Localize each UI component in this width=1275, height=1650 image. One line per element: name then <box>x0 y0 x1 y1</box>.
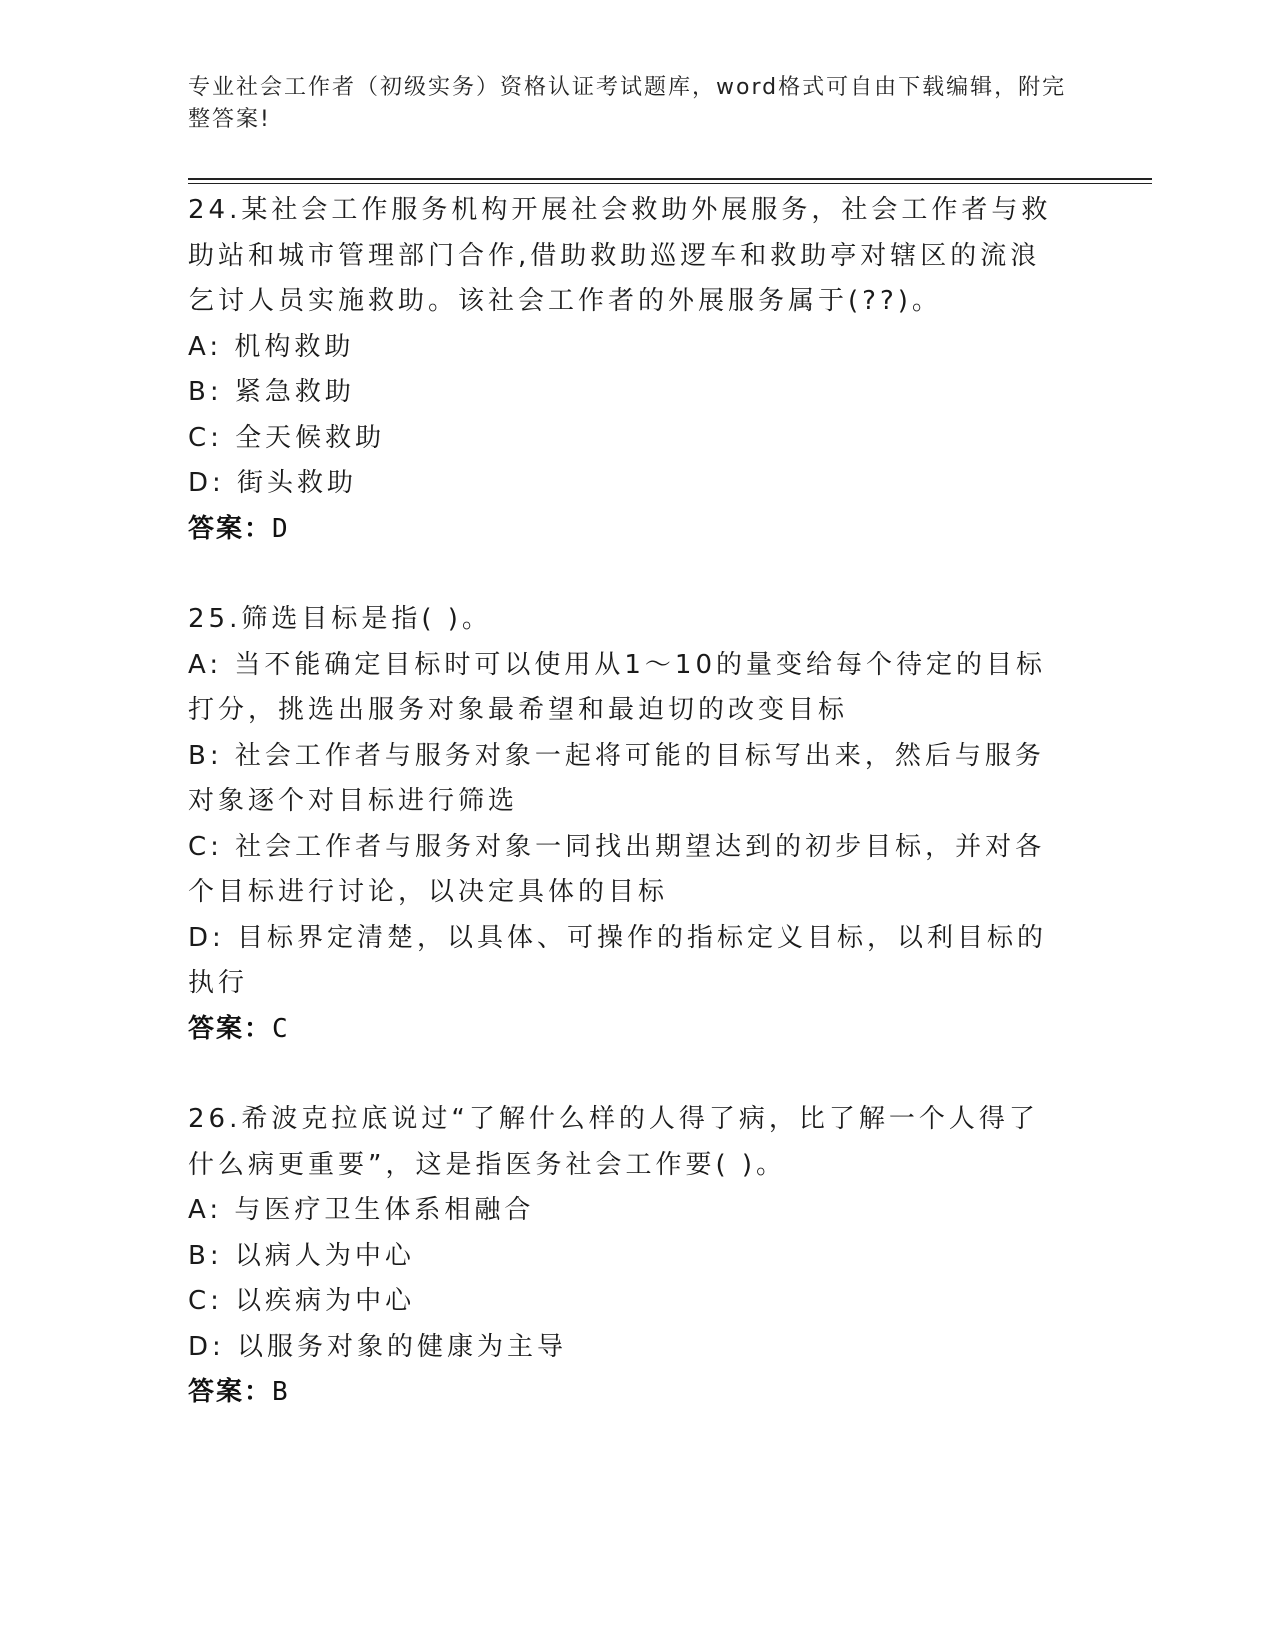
option-d: D: 街头救助 <box>188 468 358 498</box>
option-a: A: 当不能确定目标时可以使用从1～10的量变给每个待定的目标打分，挑选出服务对象最希望和最迫切的改变目标 <box>188 649 1046 725</box>
header-rule-thick <box>188 178 1152 180</box>
option-c: C: 全天候救助 <box>188 422 386 453</box>
answer-line <box>188 1007 1068 1053</box>
option-a: A: 机构救助 <box>188 331 355 362</box>
answer-label: 答案： <box>188 1013 273 1044</box>
option-c: C: 以疾病为中心 <box>188 1286 416 1316</box>
answer-label: 答案： <box>188 513 273 544</box>
answer-value: B <box>272 1377 290 1407</box>
option-b: B: 社会工作者与服务对象一起将可能的目标写出来，然后与服务对象逐个对目标进行筛选 <box>188 740 1045 816</box>
answer-value: C <box>272 1013 290 1044</box>
question-25 <box>188 597 1068 1052</box>
option-c: C: 社会工作者与服务对象一同找出期望达到的初步目标，并对各个目标进行讨论，以决定具体的目标 <box>188 831 1046 907</box>
question-24 <box>188 188 1068 552</box>
question-stem: 25.筛选目标是指( )。 <box>188 604 492 634</box>
answer-line <box>188 507 1068 553</box>
answer-line <box>188 1370 1068 1416</box>
question-list <box>188 188 1068 1461</box>
question-stem: 24.某社会工作服务机构开展社会救助外展服务，社会工作者与救助站和城市管理部门合作,借助救助巡逻车和救助亭对辖区的流浪乞讨人员实施救助。该社会工作者的外展服务属于(??)。 <box>188 195 1052 316</box>
option-a: A: 与医疗卫生体系相融合 <box>188 1195 535 1225</box>
option-b: B: 紧急救助 <box>188 377 355 407</box>
header-rule-thin <box>188 183 1152 184</box>
answer-label: 答案： <box>188 1377 273 1407</box>
option-d: D: 以服务对象的健康为主导 <box>188 1331 568 1362</box>
answer-value: D <box>272 513 290 544</box>
question-stem: 26.希波克拉底说过“了解什么样的人得了病，比了解一个人得了什么病更重要”，这是指医务社会工作要( )。 <box>188 1104 1039 1180</box>
question-26 <box>188 1097 1068 1416</box>
option-b: B: 以病人为中心 <box>188 1240 415 1271</box>
option-d: D: 目标界定清楚，以具体、可操作的指标定义目标，以利目标的执行 <box>188 922 1048 998</box>
page-header-title: 专业社会工作者（初级实务）资格认证考试题库，word格式可自由下载编辑，附完整答案! <box>188 75 1067 132</box>
